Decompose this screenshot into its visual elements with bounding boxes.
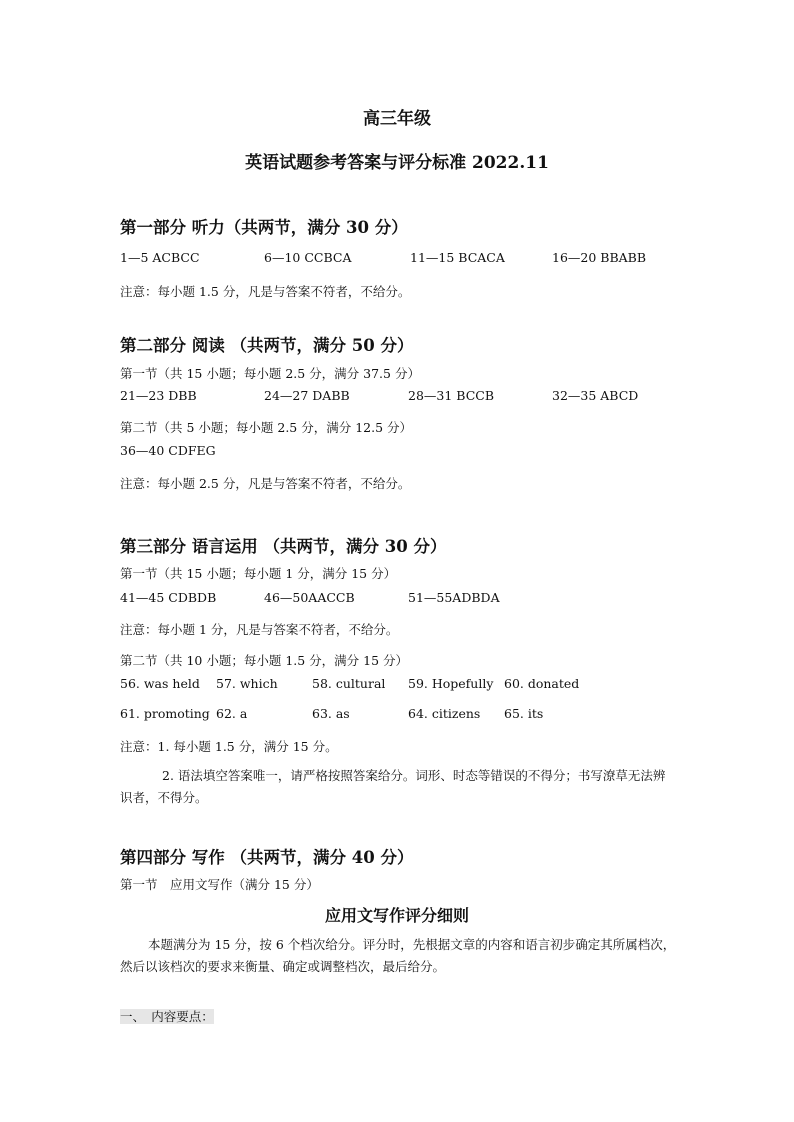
part3-section1: 第一节（共 15 小题；每小题 1 分，满分 15 分） [120, 566, 397, 581]
content-points-label: 一、 内容要点： [120, 1009, 214, 1024]
grammar-answer: 64. citizens [408, 706, 481, 721]
grammar-answers-row-2 [120, 706, 680, 724]
part2-section2: 第二节（共 5 小题；每小题 2.5 分，满分 12.5 分） [120, 420, 413, 435]
part1-note: 注意：每小题 1.5 分，凡是与答案不符者，不给分。 [120, 284, 411, 299]
grammar-answer: 61. promoting [120, 706, 210, 721]
part3-note3: 2. 语法填空答案唯一，请严格按照答案给分。词形、时态等错误的不得分；书写潦草无法辨识者，不得分。 [120, 768, 666, 805]
answer-group: 21—23 DBB [120, 388, 197, 403]
rubric-paragraph: 本题满分为 15 分，按 6 个档次给分。评分时，先根据文章的内容和语言初步确定其所属档次，然后以该档次的要求来衡量、确定或调整档次，最后给分。 [120, 937, 676, 974]
answer-group: 41—45 CDBDB [120, 590, 217, 605]
writing-rubric-title: 应用文写作评分细则 [324, 906, 469, 925]
part2-answers2: 36—40 CDFEG [120, 443, 216, 458]
document-title: 高三年级 [363, 109, 431, 129]
answer-group: 28—31 BCCB [408, 388, 495, 403]
part3-answers-row [120, 590, 680, 608]
answer-group: 46—50AACCB [264, 590, 355, 605]
document-subtitle: 英语试题参考答案与评分标准 2022.11 [245, 153, 549, 173]
content-points-heading [120, 1007, 214, 1025]
part3-heading: 第三部分 语言运用 （共两节，满分 30 分） [120, 537, 447, 556]
grammar-answers-row-1 [120, 676, 680, 694]
part2-answers-row [120, 388, 680, 406]
grammar-answer: 63. as [312, 706, 350, 721]
answer-group: 1—5 ACBCC [120, 250, 200, 265]
answer-group: 24—27 DABB [264, 388, 350, 403]
part1-answers-row [120, 250, 680, 268]
part2-note: 注意：每小题 2.5 分，凡是与答案不符者，不给分。 [120, 476, 411, 491]
part3-section2: 第二节（共 10 小题；每小题 1.5 分，满分 15 分） [120, 653, 409, 668]
answer-group: 6—10 CCBCA [264, 250, 352, 265]
part4-section1: 第一节 应用文写作（满分 15 分） [120, 877, 319, 892]
grammar-answer: 60. donated [504, 676, 580, 691]
part3-note1: 注意：每小题 1 分，凡是与答案不符者，不给分。 [120, 622, 399, 637]
answer-group: 51—55ADBDA [408, 590, 500, 605]
part4-heading: 第四部分 写作 （共两节，满分 40 分） [120, 848, 414, 867]
part1-heading: 第一部分 听力（共两节，满分 30 分） [120, 218, 408, 237]
grammar-answer: 58. cultural [312, 676, 386, 691]
grammar-answer: 65. its [504, 706, 544, 721]
grammar-answer: 57. which [216, 676, 278, 691]
answer-group: 32—35 ABCD [552, 388, 639, 403]
part2-heading: 第二部分 阅读 （共两节，满分 50 分） [120, 336, 414, 355]
answer-group: 16—20 BBABB [552, 250, 647, 265]
grammar-answer: 62. a [216, 706, 248, 721]
grammar-answer: 59. Hopefully [408, 676, 494, 691]
part2-section1: 第一节（共 15 小题；每小题 2.5 分，满分 37.5 分） [120, 366, 420, 381]
grammar-answer: 56. was held [120, 676, 200, 691]
answer-group: 11—15 BCACA [410, 250, 505, 265]
part3-note2: 注意：1. 每小题 1.5 分，满分 15 分。 [120, 739, 338, 754]
